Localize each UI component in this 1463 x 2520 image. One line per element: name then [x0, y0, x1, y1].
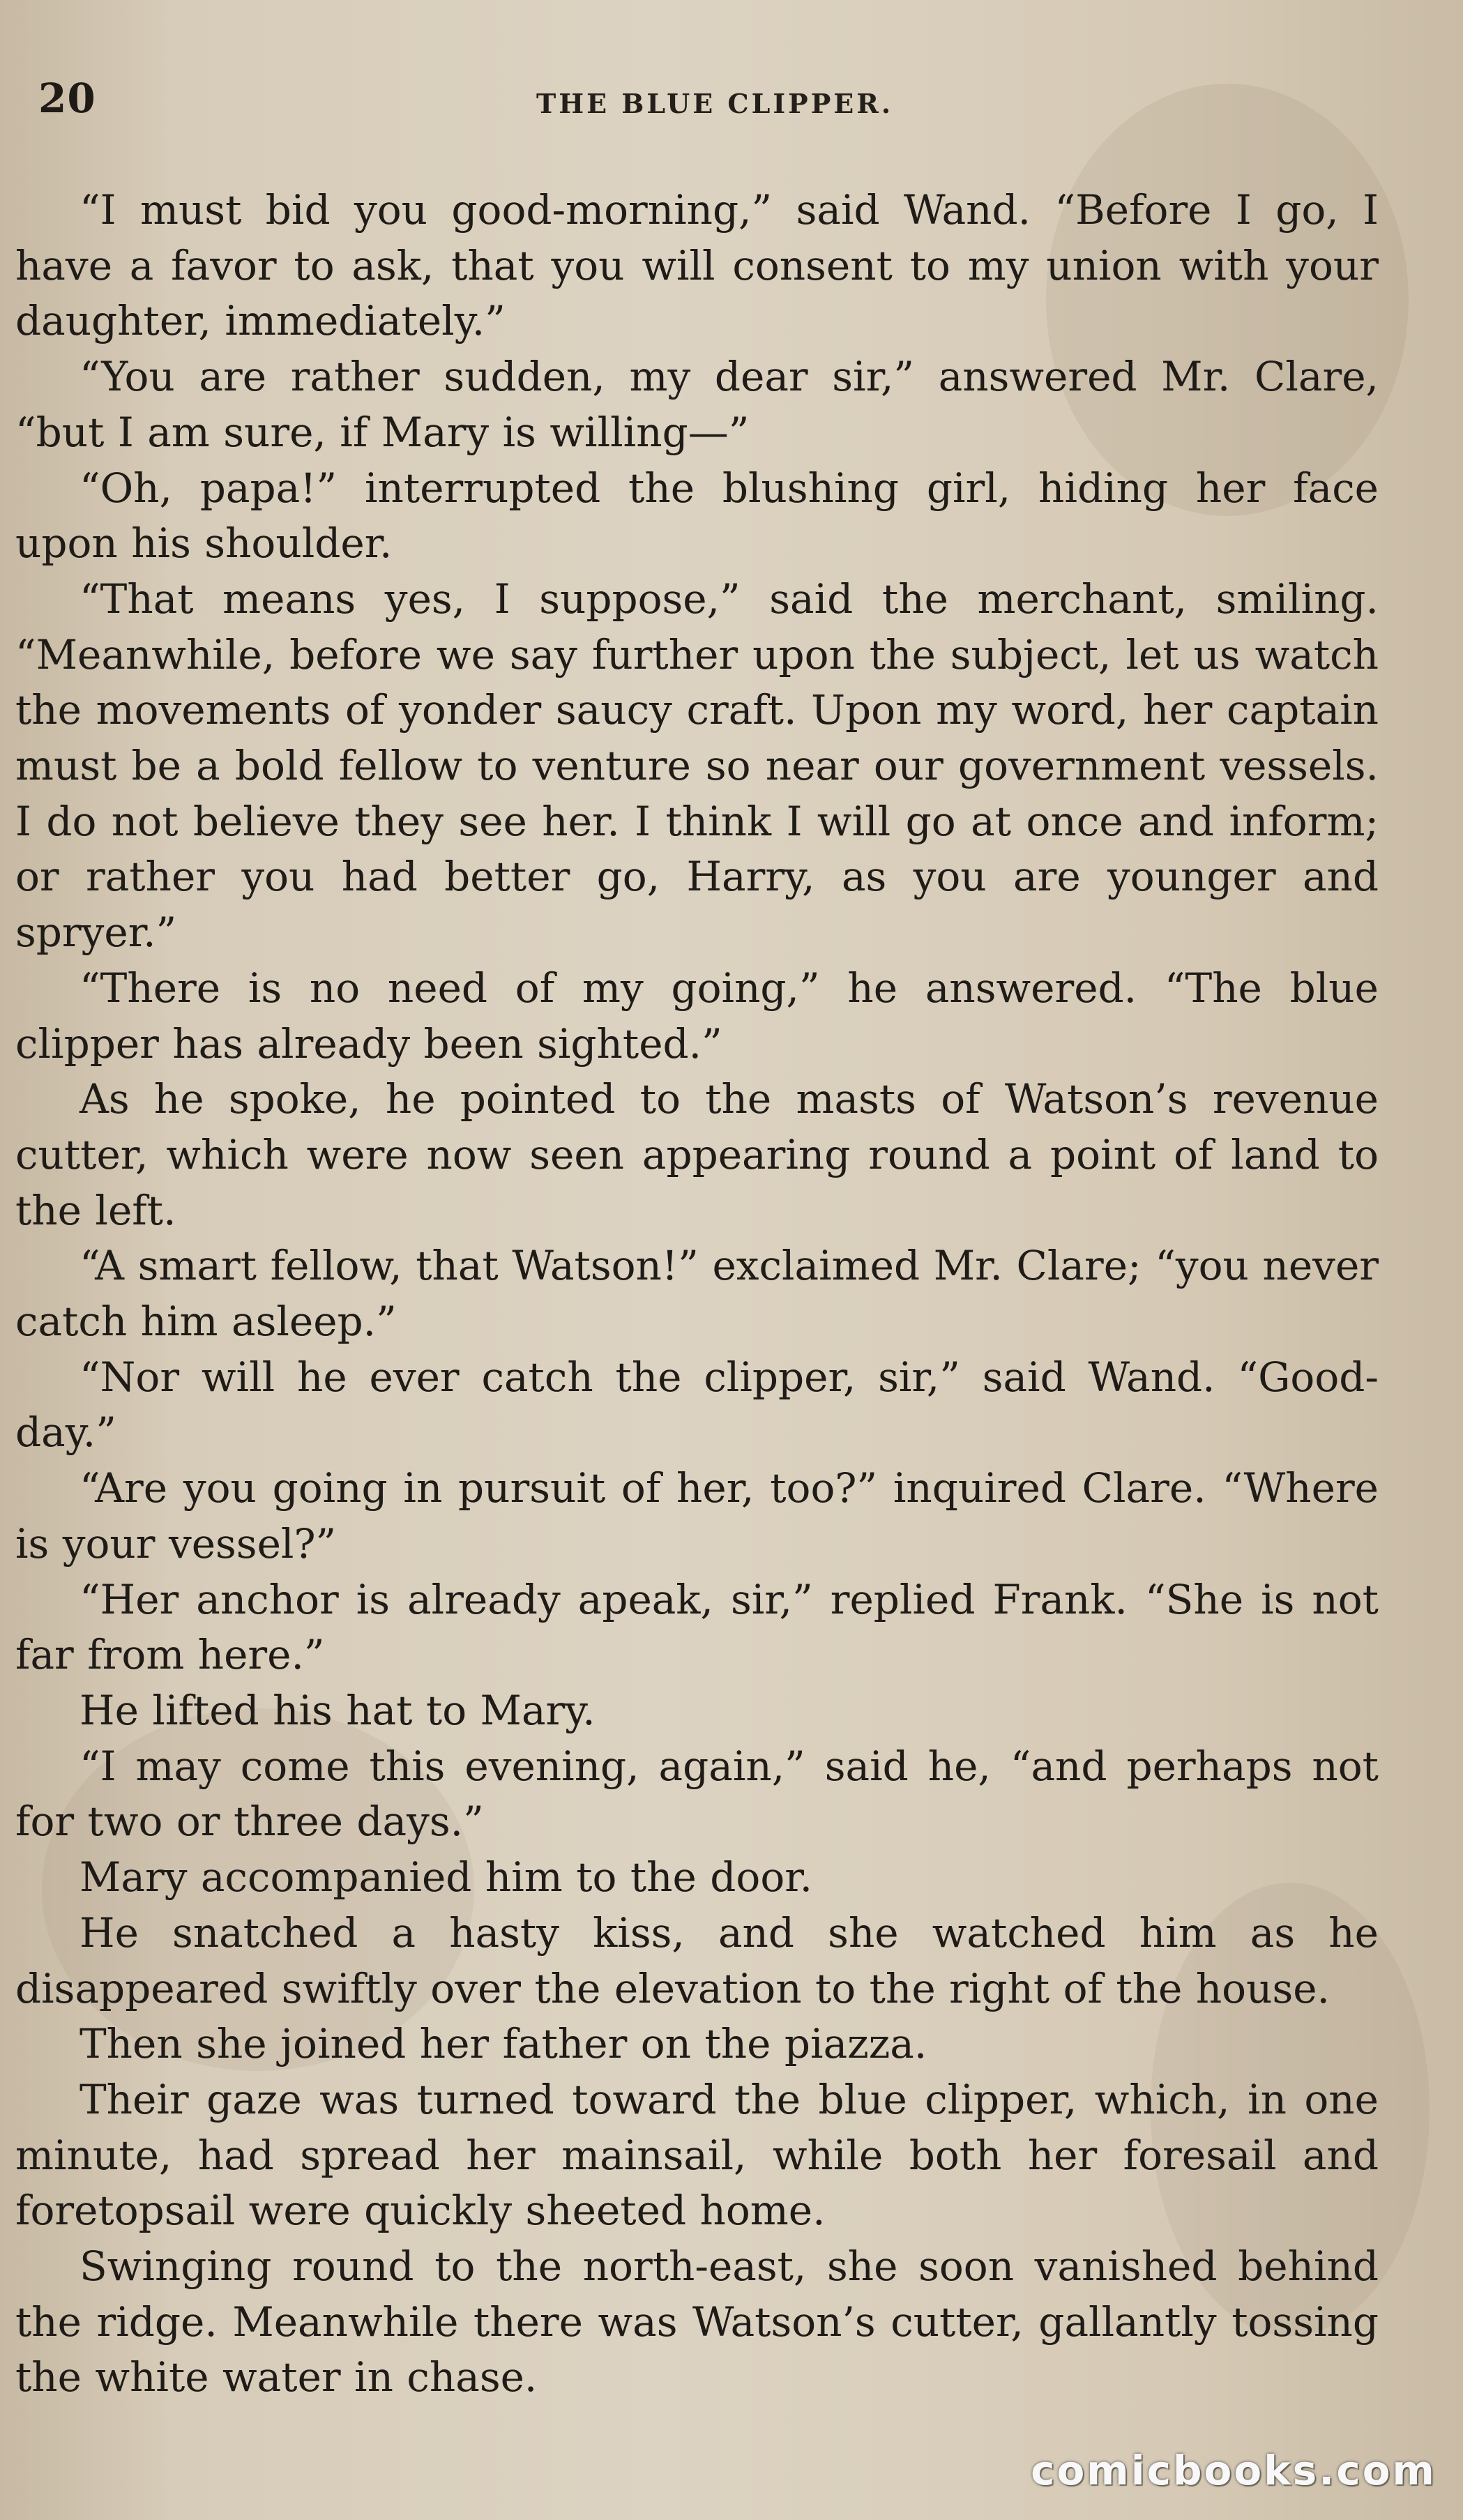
paragraph: Then she joined her father on the piazza. [79, 2020, 927, 2068]
paragraph: He snatched a hasty kiss, and she watched him as he disappeared swiftly over the elevation to the right of the house. [15, 1908, 1379, 2012]
paragraph: Mary accompanied him to the door. [79, 1853, 813, 1902]
page-number: 20 [38, 75, 96, 122]
paragraph: “A smart fellow, that Watson!” exclaimed Mr. Clare; “you never catch him asleep.” [15, 1242, 1379, 1346]
paragraph: Their gaze was turned toward the blue clipper, which, in one minute, had spread her mainsail, while both her foresail and foretopsail were quickly sheeted home. [15, 2075, 1379, 2235]
running-title: THE BLUE CLIPPER. [536, 88, 894, 119]
paragraph: Swinging round to the north-east, she soon vanished behind the ridge. Meanwhile there was Watson’s cutter, gallantly tossing the white water in chase. [15, 2242, 1379, 2401]
paragraph: “You are rather sudden, my dear sir,” answered Mr. Clare, “but I am sure, if Mary is willing—” [15, 353, 1379, 456]
paragraph: “Oh, papa!” interrupted the blushing girl, hiding her face upon his shoulder. [15, 464, 1379, 568]
paragraph: He lifted his hat to Mary. [79, 1686, 596, 1734]
paragraph: “There is no need of my going,” he answered. “The blue clipper has already been sighted.” [15, 964, 1379, 1068]
paragraph: “That means yes, I suppose,” said the merchant, smiling. “Meanwhile, before we say further upon the subject, let us watch the movements of yonder saucy craft. Upon my word, her captain must be a bold fellow to venture so near our government vessels. I do not believe they see her. I think I will go at once and inform; or rather you had better go, Harry, as you are younger and spryer.” [15, 575, 1379, 957]
body-text [15, 183, 1379, 2406]
site-watermark: comicbooks.com [1031, 2447, 1437, 2494]
paragraph: “I must bid you good-morning,” said Wand. “Before I go, I have a favor to ask, that you will consent to my union with your daughter, immediately.” [15, 186, 1379, 345]
paragraph: “I may come this evening, again,” said he, “and perhaps not for two or three days.” [15, 1742, 1379, 1846]
paragraph: “Nor will he ever catch the clipper, sir,” said Wand. “Good-day.” [15, 1353, 1379, 1457]
paragraph: “Are you going in pursuit of her, too?” inquired Clare. “Where is your vessel?” [15, 1464, 1379, 1568]
page-header [38, 75, 1391, 141]
paragraph: As he spoke, he pointed to the masts of Watson’s revenue cutter, which were now seen appearing round a point of land to the left. [15, 1075, 1379, 1234]
paragraph: “Her anchor is already apeak, sir,” replied Frank. “She is not far from here.” [15, 1575, 1379, 1679]
